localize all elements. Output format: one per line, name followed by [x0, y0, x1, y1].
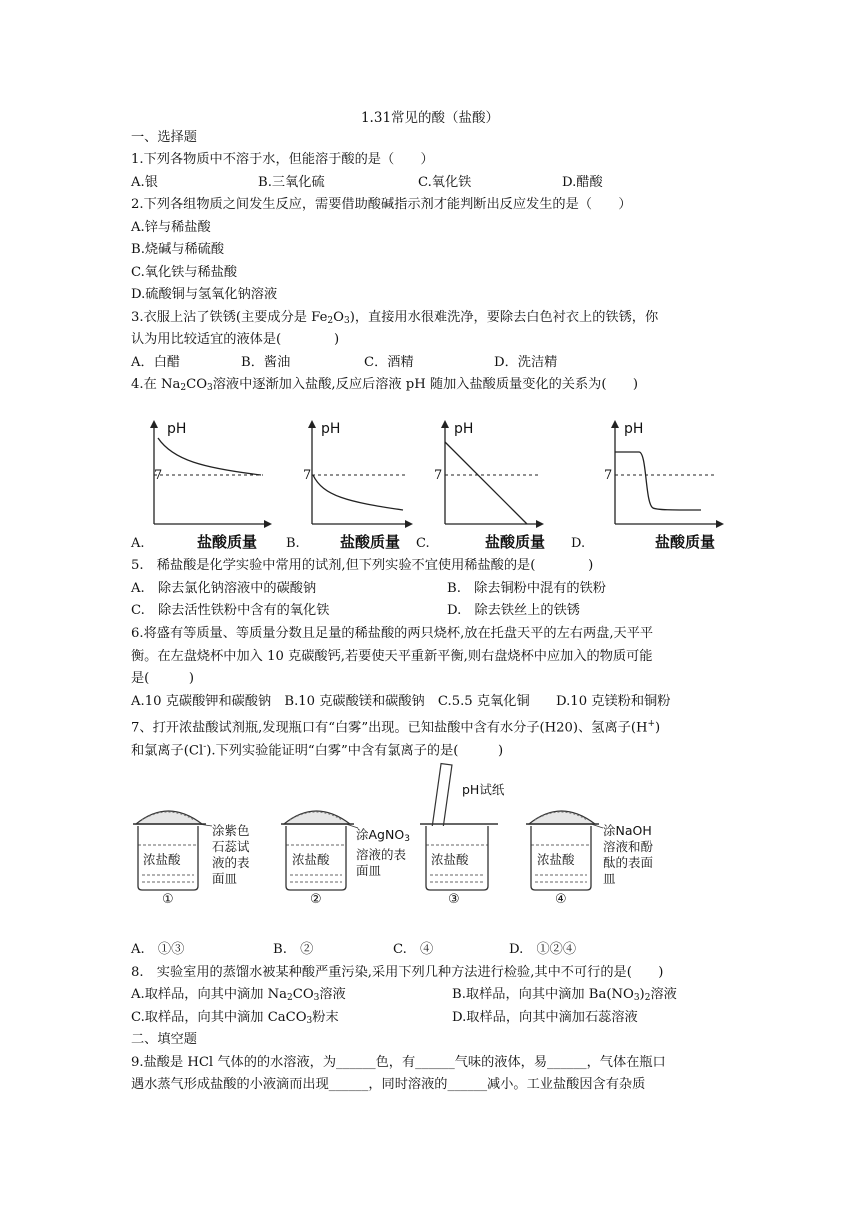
q7-option-a: A. ①③ — [131, 942, 185, 957]
q1-option-d: D.醋酸 — [562, 175, 603, 190]
q8-option-a: A.取样品，向其中滴加 $Na_2CO_3$溶液 — [131, 987, 346, 1003]
graph-a-x-label: 盐酸质量 — [197, 533, 258, 551]
question-6-stem-line-2: 衡。在左盘烧杯中加入 10 克碳酸钙,若要使天平重新平衡,则右盘烧杯中应加入的物质可能 — [131, 649, 653, 664]
graph-a-ref-7: 7 — [154, 468, 163, 483]
question-9-line-2: 遇水蒸气形成盐酸的小液滴而出现______，同时溶液的______减小。工业盐酸因含有杂质 — [131, 1077, 646, 1092]
q6-options: A.10 克碳酸钾和碳酸钠 B.10 克碳酸镁和碳酸钠 C.5.5 克氧化铜 D.10 克镁粉和铜粉 — [131, 694, 671, 709]
q7-option-d: D. ①②④ — [509, 942, 577, 957]
q2-option-d: D.硫酸铜与氢氧化钠溶液 — [131, 287, 278, 302]
ph-paper-label: pH试纸 — [462, 782, 505, 797]
beaker-3-liquid-label: 浓盐酸 — [431, 852, 469, 867]
question-1-stem: 1.下列各物质中不溶于水，但能溶于酸的是（ ） — [131, 152, 434, 167]
question-6-stem-line-3: 是( ) — [131, 671, 195, 686]
beaker-1-illustration — [128, 800, 213, 895]
beaker-1-liquid-label: 浓盐酸 — [143, 852, 181, 867]
beaker-3-illustration — [418, 760, 503, 895]
beaker-1-label: 涂紫色 石蕊试 液的表 面皿 — [212, 823, 250, 886]
beaker-2-label: 涂AgNO$_3$ 溶液的表 面皿 — [356, 827, 410, 878]
experiment-2-number: ② — [310, 892, 322, 907]
graph-d-y-label: pH — [624, 421, 644, 437]
experiment-1-number: ① — [162, 892, 174, 907]
graph-d-ref-7: 7 — [604, 468, 613, 483]
q5-option-d: D. 除去铁丝上的铁锈 — [447, 603, 580, 618]
q4-option-d: D. — [571, 536, 586, 551]
graph-b-ref-7: 7 — [303, 468, 312, 483]
beaker-2-liquid-label: 浓盐酸 — [292, 852, 330, 867]
q8-option-d: D.取样品，向其中滴加石蕊溶液 — [452, 1010, 638, 1025]
q4-option-a: A. — [131, 536, 145, 551]
question-6-stem-line-1: 6.将盛有等质量、等质量分数且足量的稀盐酸的两只烧杯,放在托盘天平的左右两盘,天平平 — [131, 626, 654, 641]
page-title: 1.31常见的酸（盐酸） — [360, 110, 500, 126]
graph-c-ref-7: 7 — [434, 468, 443, 483]
q5-option-c: C. 除去活性铁粉中含有的氧化铁 — [131, 603, 330, 618]
ph-graph-a — [143, 418, 273, 528]
question-8-stem: 8. 实验室用的蒸馏水被某种酸严重污染,采用下列几种方法进行检验,其中不可行的是( ) — [131, 965, 664, 980]
section-heading-choice: 一、选择题 — [131, 130, 197, 145]
question-3-stem-line-2: 认为用比较适宜的液体是( ) — [131, 332, 340, 347]
question-3-stem-line-1: 3.衣服上沾了铁锈(主要成分是 $Fe_2O_3$)，直接用水很难洗净，要除去白色衬衣上的铁锈，你 — [131, 310, 659, 326]
question-9-line-1: 9.盐酸是 HCl 气体的的水溶液，为______色，有______气味的液体，易______，气体在瓶口 — [131, 1055, 666, 1070]
q2-option-a: A.锌与稀盐酸 — [131, 220, 211, 235]
question-4-stem: 4.在 $Na_2CO_3$溶液中逐渐加入盐酸,反应后溶液 pH 随加入盐酸质量变化的关系为( ) — [131, 377, 638, 393]
graph-b-x-label: 盐酸质量 — [340, 533, 401, 551]
beaker-4-illustration — [521, 800, 606, 895]
q2-option-c: C.氧化铁与稀盐酸 — [131, 265, 238, 280]
q2-option-b: B.烧碱与稀硫酸 — [131, 242, 225, 257]
question-5-stem: 5. 稀盐酸是化学实验中常用的试剂,但下列实验不宜使用稀盐酸的是( ) — [131, 558, 594, 573]
question-7-stem-line-2: 和氯离子(Cl-).下列实验能证明“白雾”中含有氯离子的是( ) — [131, 742, 504, 759]
graph-b-y-label: pH — [321, 421, 341, 437]
q3-option-c: C．酒精 — [364, 355, 414, 370]
beaker-2-illustration — [276, 800, 361, 895]
q3-option-b: B．酱油 — [241, 355, 291, 370]
graph-c-y-label: pH — [454, 421, 474, 437]
q8-option-b: B.取样品，向其中滴加 $Ba(NO_3)_2$溶液 — [452, 987, 677, 1003]
q1-option-c: C.氧化铁 — [418, 175, 472, 190]
q3-option-d: D．洗洁精 — [494, 355, 558, 370]
experiment-3-number: ③ — [448, 892, 460, 907]
q7-option-b: B. ② — [273, 942, 314, 957]
question-7-stem-line-1: 7、打开浓盐酸试剂瓶,发现瓶口有“白雾”出现。已知盐酸中含有水分子(H20)、氢离子(H+) — [131, 719, 661, 736]
beaker-4-liquid-label: 浓盐酸 — [537, 852, 575, 867]
ph-graph-d — [601, 418, 731, 528]
ph-graph-c — [431, 418, 561, 528]
graph-d-x-label: 盐酸质量 — [655, 533, 716, 551]
graph-a-y-label: pH — [167, 421, 187, 437]
q4-option-c: C. — [416, 536, 430, 551]
q1-option-b: B.三氧化硫 — [258, 175, 325, 190]
experiment-4-number: ④ — [555, 892, 567, 907]
graph-c-x-label: 盐酸质量 — [485, 533, 546, 551]
q7-option-c: C. ④ — [393, 942, 434, 957]
section-heading-fill: 二、填空题 — [131, 1032, 197, 1047]
q5-option-a: A. 除去氯化钠溶液中的碳酸钠 — [131, 581, 317, 596]
q4-option-b: B. — [286, 536, 300, 551]
q1-option-a: A.银 — [131, 175, 158, 190]
ph-graph-b — [298, 418, 428, 528]
beaker-4-label: 涂NaOH 溶液和酚 酞的表面 皿 — [603, 823, 654, 886]
q3-option-a: A．白醋 — [131, 355, 181, 370]
q8-option-c: C.取样品，向其中滴加 CaCO$_3$粉末 — [131, 1010, 339, 1026]
question-2-stem: 2.下列各组物质之间发生反应，需要借助酸碱指示剂才能判断出反应发生的是（ ） — [131, 197, 632, 212]
q5-option-b: B. 除去铜粉中混有的铁粉 — [447, 581, 606, 596]
